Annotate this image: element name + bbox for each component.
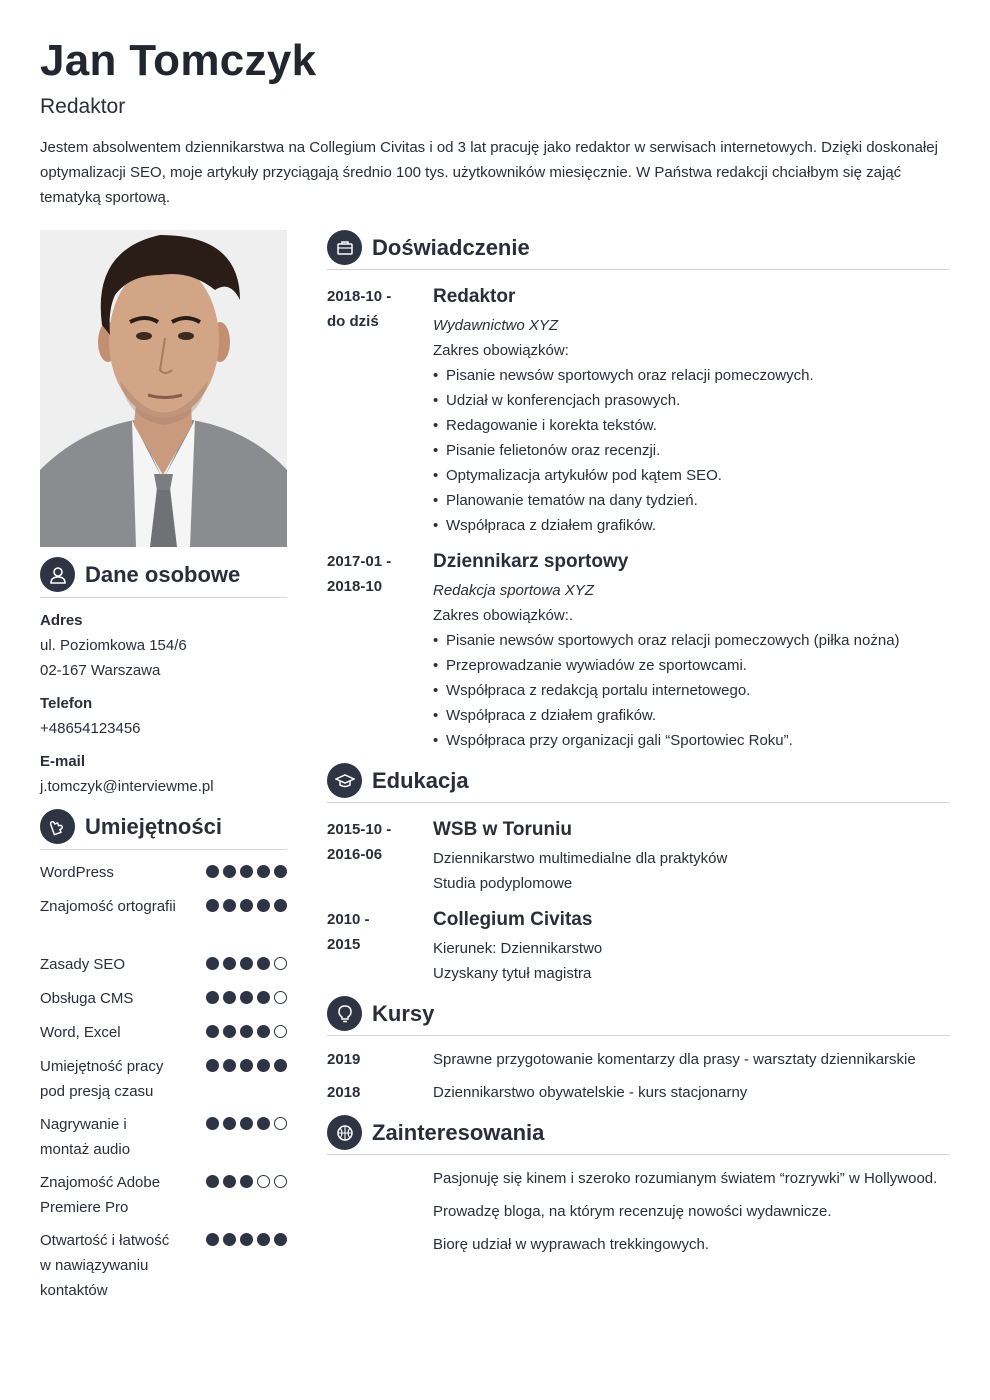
- rating-dot-filled: [206, 1025, 219, 1038]
- job-duty: • Optymalizacja artykułów pod kątem SEO.: [433, 467, 722, 484]
- rating-dot-filled: [206, 1175, 219, 1188]
- skills-heading: Umiejętności: [85, 813, 222, 839]
- rating-dot-filled: [240, 991, 253, 1004]
- job-date-to: do dziś: [327, 313, 379, 330]
- rating-dot-filled: [240, 865, 253, 878]
- graduation-cap-icon: [327, 763, 362, 798]
- rating-dot-filled: [206, 865, 219, 878]
- rating-dot-empty: [274, 957, 287, 970]
- skill-rating: [206, 957, 287, 970]
- job-duty: • Pisanie felietonów oraz recenzji.: [433, 442, 660, 459]
- job-position: Dziennikarz sportowy: [433, 551, 629, 572]
- course-year: 2019: [327, 1051, 361, 1068]
- rating-dot-filled: [206, 1117, 219, 1130]
- job-company: Redakcja sportowa XYZ: [433, 582, 594, 599]
- skill-row: [40, 1170, 287, 1220]
- rating-dot-filled: [240, 1175, 253, 1188]
- job-duty: • Udział w konferencjach prasowych.: [433, 392, 680, 409]
- skill-rating: [206, 1059, 287, 1072]
- job-date-from: 2017-01 -: [327, 553, 392, 570]
- edu-date-to: 2016-06: [327, 846, 383, 863]
- rating-dot-empty: [257, 1175, 270, 1188]
- rating-dot-filled: [257, 1233, 270, 1246]
- skill-row: [40, 986, 287, 1011]
- edu-date-from: 2015-10 -: [327, 821, 392, 838]
- rating-dot-filled: [206, 899, 219, 912]
- rating-dot-filled: [274, 1059, 287, 1072]
- personal-section-header: [40, 557, 287, 598]
- course-text: Dziennikarstwo obywatelskie - kurs stacjonarny: [433, 1084, 748, 1101]
- job-duty: • Pisanie newsów sportowych oraz relacji pomeczowych (piłka nożna): [433, 632, 900, 649]
- edu-school: Collegium Civitas: [433, 909, 593, 930]
- rating-dot-empty: [274, 1175, 287, 1188]
- skill-name: WordPress: [40, 864, 114, 881]
- rating-dot-filled: [274, 1233, 287, 1246]
- skill-name: Znajomość ortografii: [40, 898, 176, 915]
- rating-dot-filled: [257, 1025, 270, 1038]
- course-year: 2018: [327, 1084, 361, 1101]
- rating-dot-filled: [206, 1233, 219, 1246]
- edu-date-from: 2010 -: [327, 911, 370, 928]
- rating-dot-filled: [240, 957, 253, 970]
- job-date-to: 2018-10: [327, 578, 383, 595]
- lightbulb-icon: [327, 996, 362, 1031]
- job-duties-label: Zakres obowiązków:.: [433, 607, 574, 624]
- skill-rating: [206, 991, 287, 1004]
- rating-dot-filled: [240, 1233, 253, 1246]
- job-duty: • Pisanie newsów sportowych oraz relacji pomeczowych.: [433, 367, 814, 384]
- rating-dot-filled: [240, 899, 253, 912]
- skill-rating: [206, 865, 287, 878]
- skill-rating: [206, 1233, 287, 1246]
- course-text: Sprawne przygotowanie komentarzy dla prasy - warsztaty dziennikarskie: [433, 1051, 916, 1068]
- rating-dot-filled: [240, 1117, 253, 1130]
- rating-dot-filled: [257, 1059, 270, 1072]
- rating-dot-filled: [206, 991, 219, 1004]
- address-label: Adres: [40, 612, 83, 629]
- skill-name: Nagrywanie i montaż audio: [40, 1116, 131, 1158]
- rating-dot-empty: [274, 991, 287, 1004]
- skill-row: [40, 1228, 287, 1303]
- rating-dot-filled: [223, 1175, 236, 1188]
- job-duty: • Współpraca z redakcją portalu internetowego.: [433, 682, 750, 699]
- address-line1: ul. Poziomkowa 154/6: [40, 637, 187, 654]
- job-duty: • Planowanie tematów na dany tydzień.: [433, 492, 698, 509]
- skill-name: Word, Excel: [40, 1024, 121, 1041]
- interest-item: Prowadzę bloga, na którym recenzuję nowości wydawnicze.: [433, 1203, 832, 1220]
- rating-dot-filled: [223, 1025, 236, 1038]
- rating-dot-filled: [257, 865, 270, 878]
- user-icon: [40, 557, 75, 592]
- resume-summary: Jestem absolwentem dziennikarstwa na Collegium Civitas i od 3 lat pracuję jako redaktor w serwisach internetowych. Dzięki doskonałej optymalizacji SEO, moje artykuły przyciągają średnio 100 tys. użytkowników miesięcznie. W Państwa redakcji chciałbym się zająć tematyką sportową.: [40, 139, 938, 206]
- skill-row: [40, 1112, 287, 1162]
- rating-dot-filled: [240, 1025, 253, 1038]
- rating-dot-filled: [223, 991, 236, 1004]
- skill-name: Obsługa CMS: [40, 990, 134, 1007]
- rating-dot-filled: [257, 991, 270, 1004]
- interests-section-header: [327, 1115, 950, 1155]
- skill-rating: [206, 1025, 287, 1038]
- edu-line2: Studia podyplomowe: [433, 875, 573, 892]
- edu-line2: Uzyskany tytuł magistra: [433, 965, 592, 982]
- rating-dot-empty: [274, 1025, 287, 1038]
- skills-section-header: [40, 809, 287, 850]
- experience-heading: Doświadczenie: [372, 234, 530, 260]
- job-date-from: 2018-10 -: [327, 288, 392, 305]
- phone-value: +48654123456: [40, 720, 141, 737]
- email-label: E-mail: [40, 753, 86, 770]
- interests-heading: Zainteresowania: [372, 1119, 545, 1145]
- rating-dot-filled: [223, 1233, 236, 1246]
- job-duties-label: Zakres obowiązków:: [433, 342, 569, 359]
- edu-date-to: 2015: [327, 936, 361, 953]
- rating-dot-filled: [274, 865, 287, 878]
- skill-row: [40, 894, 287, 919]
- skill-rating: [206, 899, 287, 912]
- personal-heading: Dane osobowe: [85, 561, 241, 587]
- job-duty: • Współpraca przy organizacji gali “Sportowiec Roku”.: [433, 732, 793, 749]
- skill-row: [40, 1020, 287, 1045]
- profile-photo: [40, 230, 287, 547]
- rating-dot-filled: [257, 1117, 270, 1130]
- resume-title: Redaktor: [40, 95, 126, 118]
- rating-dot-empty: [274, 1117, 287, 1130]
- skill-name: Zasady SEO: [40, 956, 126, 973]
- rating-dot-filled: [257, 957, 270, 970]
- skill-name: Znajomość Adobe Premiere Pro: [40, 1174, 161, 1216]
- edu-line1: Kierunek: Dziennikarstwo: [433, 940, 603, 957]
- puzzle-icon: [40, 809, 75, 844]
- interest-item: Pasjonuję się kinem i szeroko rozumianym światem “rozrywki” w Hollywood.: [433, 1170, 938, 1187]
- skill-row: [40, 1054, 287, 1104]
- courses-heading: Kursy: [372, 1000, 435, 1026]
- skill-name: Umiejętność pracy pod presją czasu: [40, 1058, 164, 1100]
- rating-dot-filled: [223, 1117, 236, 1130]
- rating-dot-filled: [223, 957, 236, 970]
- skill-row: [40, 860, 287, 885]
- rating-dot-filled: [206, 957, 219, 970]
- rating-dot-filled: [223, 865, 236, 878]
- job-duty: • Współpraca z działem grafików.: [433, 517, 656, 534]
- rating-dot-filled: [240, 1059, 253, 1072]
- email-value: j.tomczyk@interviewme.pl: [40, 778, 214, 795]
- resume-name: Jan Tomczyk: [40, 36, 317, 85]
- phone-label: Telefon: [40, 695, 93, 712]
- job-duty: • Redagowanie i korekta tekstów.: [433, 417, 657, 434]
- job-company: Wydawnictwo XYZ: [433, 317, 559, 334]
- rating-dot-filled: [257, 899, 270, 912]
- experience-section-header: [327, 230, 950, 270]
- skill-rating: [206, 1175, 287, 1188]
- rating-dot-filled: [274, 899, 287, 912]
- job-duty: • Przeprowadzanie wywiadów ze sportowcami.: [433, 657, 747, 674]
- skill-rating: [206, 1117, 287, 1130]
- basketball-icon: [327, 1115, 362, 1150]
- edu-school: WSB w Toruniu: [433, 819, 572, 840]
- rating-dot-filled: [206, 1059, 219, 1072]
- rating-dot-filled: [223, 1059, 236, 1072]
- interest-item: Biorę udział w wyprawach trekkingowych.: [433, 1236, 709, 1253]
- courses-section-header: [327, 996, 950, 1036]
- skill-row: [40, 952, 287, 977]
- address-line2: 02-167 Warszawa: [40, 662, 161, 679]
- briefcase-icon: [327, 230, 362, 265]
- job-position: Redaktor: [433, 286, 516, 307]
- job-duty: • Współpraca z działem grafików.: [433, 707, 656, 724]
- education-section-header: [327, 763, 950, 803]
- edu-line1: Dziennikarstwo multimedialne dla praktyków: [433, 850, 728, 867]
- education-heading: Edukacja: [372, 767, 469, 793]
- rating-dot-filled: [223, 899, 236, 912]
- skill-name: Otwartość i łatwość w nawiązywaniu kontaktów: [40, 1232, 170, 1299]
